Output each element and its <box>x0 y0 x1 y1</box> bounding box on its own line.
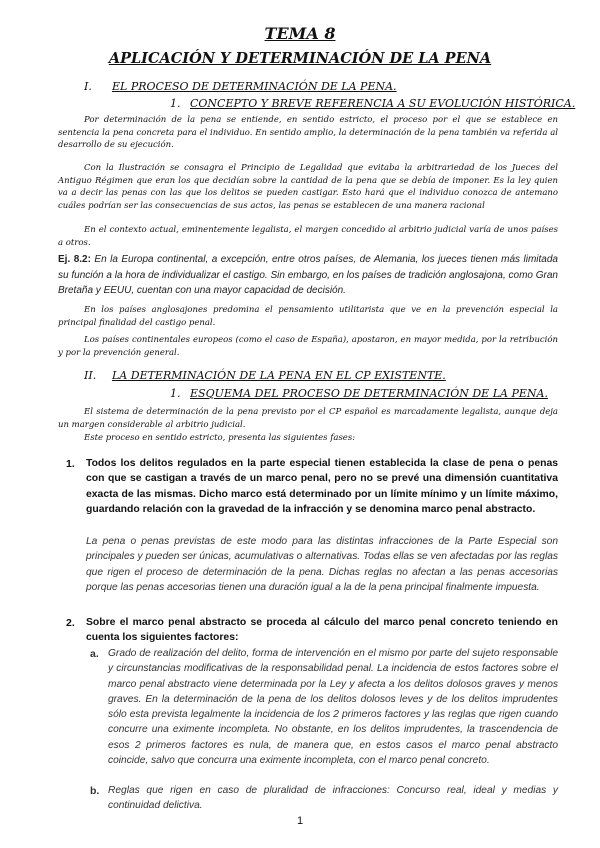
sublist-letter-a: a. <box>90 648 99 660</box>
paragraph-ilustracion: Con la Ilustración se consagra el Principio de Legalidad que evitaba la arbitrariedad de los Jueces del Antiguo Régimen que eran los que decidían sobre la cantidad de la pena que se debía de imponer. Es la ley quien va a decir las penas con las que los delitos se pueden castigar. Esto hará que el individuo conozca de antemano cuáles podrían ser las consecuencias de sus actos, las penas se establecen de una manera racional <box>58 163 558 211</box>
subsection-heading-1-1 <box>170 97 575 110</box>
sublist-item-b: Reglas que rigen en caso de pluralidad de infracciones: Concurso real, ideal y medias y continuidad delictiva. <box>108 785 558 812</box>
subsection-title: ESQUEMA DEL PROCESO DE DETERMINACIÓN DE LA PENA. <box>190 387 548 400</box>
sublist-letter-b: b. <box>90 785 100 797</box>
list-item-number: 2. <box>66 617 75 629</box>
list-item-body: La pena o penas previstas de este modo para las distintas infracciones de la Parte Especial son principales y pueden ser únicas, acumulativas o alternativas. Todas ellas se ven afectadas por las reglas que rigen el proceso de determinación de la pena. Dichas reglas no afectan a las penas accesorias porque las penas accesorias tienen una duración igual a la de la pena principal finalmente impuesta. <box>86 536 558 593</box>
example-paragraph <box>58 252 558 299</box>
paragraph-fases: Este proceso en sentido estricto, presenta las siguientes fases: <box>84 433 356 443</box>
list-item-text: Sobre el marco penal abstracto se proceda al cálculo del marco penal concreto teniendo en cuenta los siguientes factores: <box>86 617 558 644</box>
subsection-heading-2-1 <box>170 387 548 400</box>
paragraph-contexto: En el contexto actual, eminentemente legalista, el margen concedido al arbitrio judicial varía de unos países a otros. <box>58 225 558 248</box>
page-number: 1 <box>296 815 304 827</box>
subsection-title: CONCEPTO Y BREVE REFERENCIA A SU EVOLUCIÓN HISTÓRICA. <box>190 97 576 110</box>
section-heading-2 <box>84 369 446 382</box>
section-title: LA DETERMINACIÓN DE LA PENA EN EL CP EXISTENTE. <box>112 369 446 382</box>
section-number: I. <box>84 80 92 93</box>
section-title: EL PROCESO DE DETERMINACIÓN DE LA PENA. <box>112 80 397 93</box>
section-heading-1 <box>84 80 397 93</box>
example-label: Ej. 8.2: <box>58 254 91 265</box>
document-title: TEMA 8 <box>264 24 336 43</box>
paragraph-anglosajones: En los países anglosajones predomina el pensamiento utilitarista que ve en la prevención especial la principal finalidad del castigo penal. <box>58 305 558 328</box>
paragraph-sistema: El sistema de determinación de la pena previsto por el CP español es marcadamente legalista, aunque deja un margen considerable al arbitrio judicial. <box>58 407 558 430</box>
subsection-number: 1. <box>170 97 181 110</box>
example-text: En la Europa continental, a excepción, entre otros países, de Alemania, los jueces tienen más limitada su función a la hora de individualizar el castigo. Sin embargo, en los países de tradición anglosajona, como Gran Bretaña y EEUU, cuentan con una mayor capacidad de decisión. <box>58 254 558 296</box>
subsection-number: 1. <box>170 387 181 400</box>
paragraph-continentales: Los países continentales europeos (como el caso de España), apostaron, en mayor medida, por la retribución y por la prevención general. <box>58 335 558 358</box>
section-number: II. <box>84 369 97 382</box>
list-item-number: 1. <box>66 458 75 470</box>
document-subtitle: APLICACIÓN Y DETERMINACIÓN DE LA PENA <box>108 50 492 67</box>
paragraph-definition: Por determinación de la pena se entiende, en sentido estricto, el proceso por el que se establece en sentencia la pena concreta para el individuo. En sentido amplio, la determinación de la pena también va referida al desarrollo de su ejecución. <box>58 115 558 151</box>
sublist-item-a: Grado de realización del delito, forma de intervención en el mismo por parte del sujeto responsable y circunstancias modificativas de la responsabilidad penal. La incidencia de estos factores sobre el marco penal abstracto viene determinada por la Ley y afecta a los delitos dolosos graves y menos graves. En la determinación de la pena de los delitos dolosos leves y de los delitos imprudentes sólo esta prevista legalmente la incidencia de los 2 primeros factores y las reglas que rigen cuando concurre una eximente incompleta. No obstante, en los delitos imprudentes, la trascendencia de esos 2 primeros factores es nula, de manera que, en estos casos el marco penal abstracto coincide, salvo que concurra una eximente incompleta, con el marco penal concreto. <box>108 648 558 767</box>
list-item-text: Todos los delitos regulados en la parte especial tienen establecida la clase de pena o penas con que se castigan a través de un marco penal, pero no se prevé una dimensión cuantitativa exacta de las mismas. Dicho marco está determinado por un límite mínimo y un límite máximo, guardando relación con la gravedad de la infracción y se denomina marco penal abstracto. <box>86 458 558 515</box>
